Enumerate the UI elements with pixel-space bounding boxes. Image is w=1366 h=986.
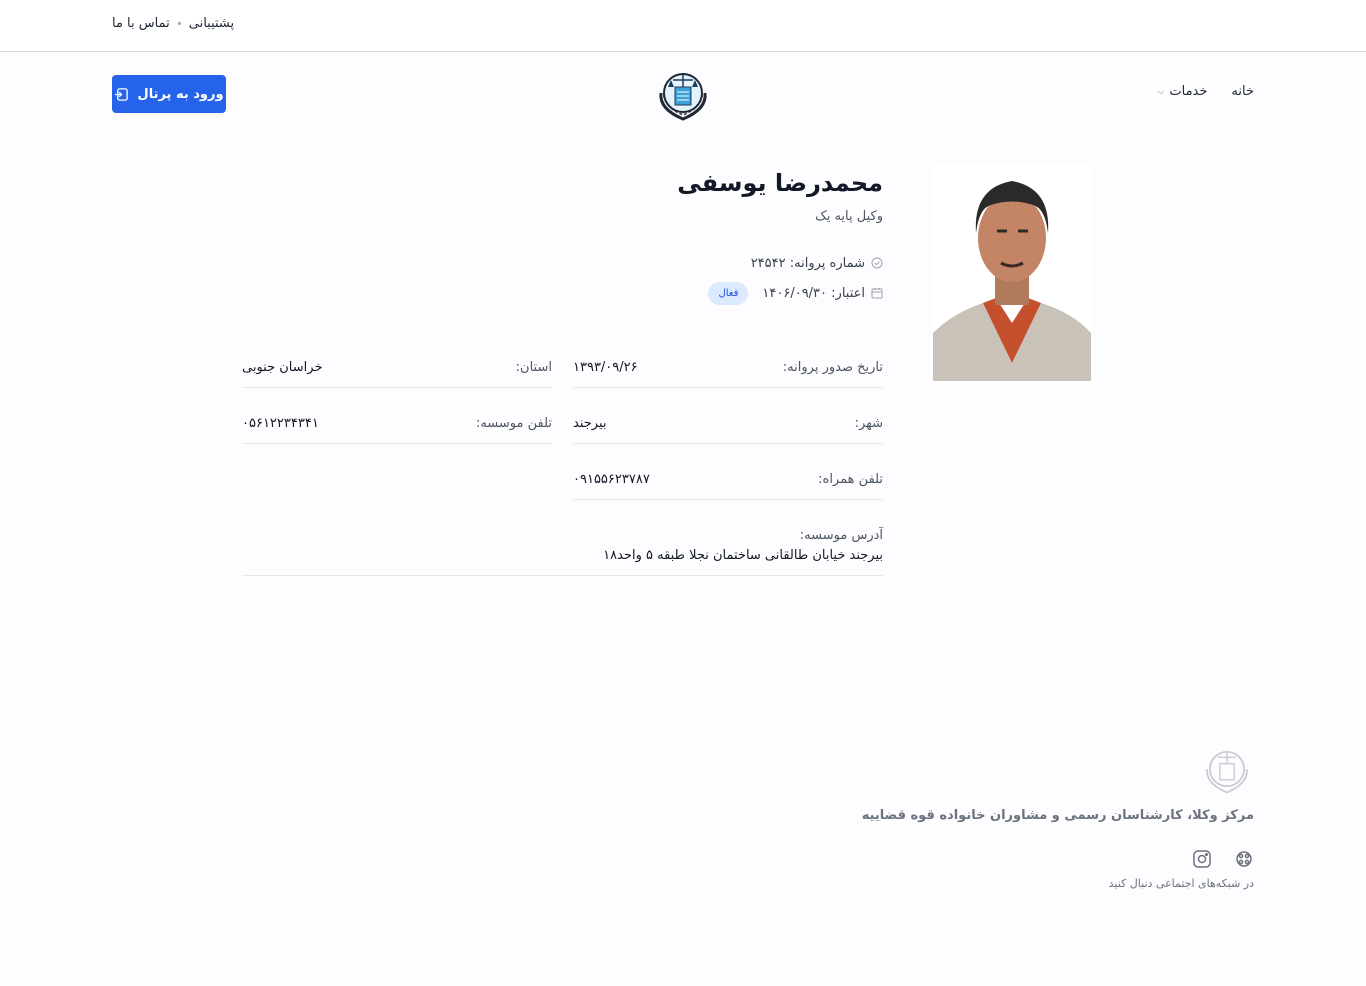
institution-phone-label: تلفن موسسه: bbox=[475, 416, 552, 431]
chevron-down-icon: ⌵ bbox=[1157, 86, 1165, 97]
lawyer-grade: وکیل پایه یک bbox=[815, 209, 883, 224]
check-circle-icon bbox=[871, 257, 883, 269]
validity-date: اعتبار: ۱۴۰۶/۰۹/۳۰ bbox=[762, 285, 865, 301]
social-links bbox=[834, 849, 1254, 869]
main-nav bbox=[1158, 84, 1254, 99]
city-label: شهر: bbox=[854, 416, 883, 431]
nav-item-home-label: خانه bbox=[1231, 84, 1254, 99]
mobile-field bbox=[573, 460, 883, 500]
issue-date-label: تاریخ صدور پروانه: bbox=[782, 360, 883, 375]
city-value: بیرجند bbox=[573, 416, 607, 431]
mobile-value[interactable]: ۰۹۱۵۵۶۲۳۷۸۷ bbox=[573, 472, 650, 487]
footer-logo bbox=[1200, 742, 1254, 796]
address-field bbox=[242, 524, 883, 576]
license-number: شماره پروانه: ۲۴۵۴۲ bbox=[750, 255, 865, 271]
lawyer-photo bbox=[933, 163, 1091, 381]
portal-login-button[interactable] bbox=[112, 75, 226, 113]
province-label: استان: bbox=[515, 360, 552, 375]
issue-date-field bbox=[573, 348, 883, 388]
login-icon bbox=[114, 87, 129, 102]
organization-name: مرکز وکلا، کارشناسان رسمی و مشاوران خانواده قوه قضاییه bbox=[861, 808, 1254, 823]
aparat-icon[interactable] bbox=[1234, 849, 1254, 869]
support-link[interactable]: پشتیبانی bbox=[188, 16, 235, 31]
city-field bbox=[573, 404, 883, 444]
license-meta bbox=[242, 248, 883, 308]
nav-item-services-label: خدمات bbox=[1169, 84, 1208, 99]
topbar-links bbox=[112, 16, 234, 31]
lawyer-name: محمدرضا یوسفی bbox=[677, 169, 883, 197]
institution-phone-value[interactable]: ۰۵۶۱۲۲۳۴۳۴۱ bbox=[242, 416, 319, 431]
issue-date-value: ۱۳۹۳/۰۹/۲۶ bbox=[573, 360, 638, 375]
instagram-icon[interactable] bbox=[1192, 849, 1212, 869]
mobile-label: تلفن همراه: bbox=[818, 472, 883, 487]
province-field bbox=[242, 348, 552, 388]
address-label: آدرس موسسه: bbox=[799, 528, 883, 543]
nav-item-services[interactable] bbox=[1158, 84, 1208, 99]
topbar bbox=[0, 0, 1366, 52]
judiciary-logo[interactable] bbox=[653, 63, 713, 123]
footer bbox=[834, 742, 1254, 890]
address-value: بیرجند خیابان طالقانی ساختمان نجلا طبقه ۵ واحد۱۸ bbox=[603, 548, 883, 563]
validity-row bbox=[242, 278, 883, 308]
follow-us-text: در شبکه‌های اجتماعی دنبال کنید bbox=[1108, 877, 1254, 890]
status-badge: فعال bbox=[708, 282, 748, 305]
profile-summary bbox=[242, 163, 883, 308]
calendar-icon bbox=[871, 287, 883, 299]
contact-link[interactable]: تماس با ما bbox=[112, 16, 170, 31]
separator-dot bbox=[178, 22, 181, 25]
portal-login-label: ورود به پرتال bbox=[137, 86, 224, 102]
nav-item-home[interactable] bbox=[1231, 84, 1254, 99]
province-value: خراسان جنوبی bbox=[242, 360, 323, 375]
institution-phone-field bbox=[242, 404, 552, 444]
license-number-row bbox=[242, 248, 883, 278]
main-header bbox=[0, 52, 1366, 136]
